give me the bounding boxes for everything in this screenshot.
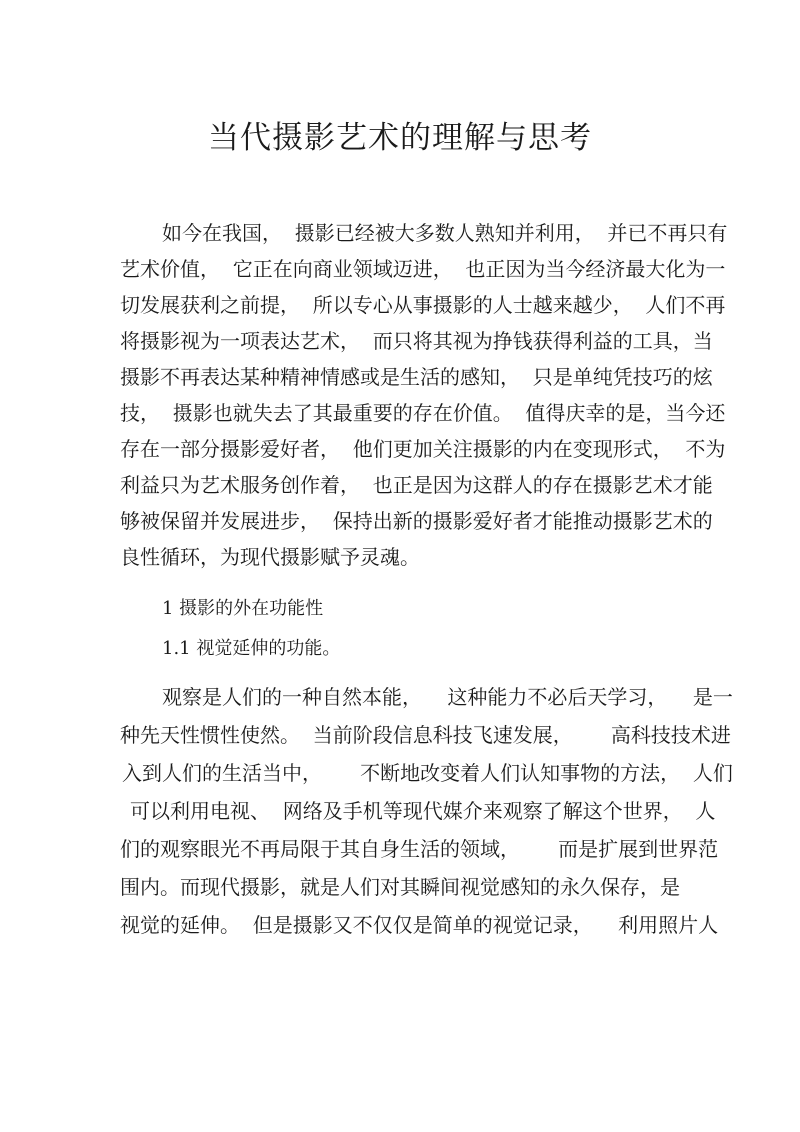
paragraph-line: 够被保留并发展进步， 保持出新的摄影爱好者才能推动摄影艺术的 bbox=[120, 509, 713, 533]
paragraph-line: 入到人们的生活当中， 不断地改变着人们认知事物的方法， 人们 bbox=[122, 761, 733, 785]
paragraph-line: 切发展获利之前提， 所以专心从事摄影的人士越来越少， 人们不再 bbox=[120, 293, 726, 317]
paragraph-line: 艺术价值， 它正在向商业领域迈进， 也正因为当今经济最大化为一 bbox=[120, 257, 726, 281]
paragraph-line: 利益只为艺术服务创作着， 也正是因为这群人的存在摄影艺术才能 bbox=[120, 473, 713, 497]
paragraph-line: 摄影不再表达某种精神情感或是生活的感知， 只是单纯凭技巧的炫 bbox=[120, 365, 713, 389]
paragraph-line: 围内。而现代摄影，就是人们对其瞬间视觉感知的永久保存，是 bbox=[120, 875, 680, 899]
section-heading: 1 摄影的外在功能性 bbox=[162, 598, 324, 619]
paragraph-line: 可以利用电视、 网络及手机等现代媒介来观察了解这个世界， 人 bbox=[130, 799, 716, 823]
paragraph-line: 存在一部分摄影爱好者， 他们更加关注摄影的内在变现形式， 不为 bbox=[120, 437, 726, 461]
paragraph-line: 们的观察眼光不再局限于其自身生活的领域， 而是扩展到世界范 bbox=[120, 837, 719, 861]
paragraph-line: 良性循环，为现代摄影赋予灵魂。 bbox=[120, 545, 420, 569]
paragraph-line: 将摄影视为一项表达艺术， 而只将其视为挣钱获得利益的工具，当 bbox=[120, 329, 713, 353]
subsection-heading: 1.1 视觉延伸的功能。 bbox=[162, 638, 341, 659]
paragraph-line: 如今在我国， 摄影已经被大多数人熟知并利用， 并已不再只有 bbox=[162, 221, 728, 245]
document-title: 当代摄影艺术的理解与思考 bbox=[208, 120, 592, 156]
paragraph-line: 观察是人们的一种自然本能， 这种能力不必后天学习， 是一 bbox=[162, 685, 733, 709]
paragraph-line: 种先天性惯性使然。 当前阶段信息科技飞速发展， 高科技技术进 bbox=[120, 723, 731, 747]
paragraph-line: 视觉的延伸。 但是摄影又不仅仅是简单的视觉记录， 利用照片人 bbox=[120, 913, 719, 937]
paragraph-line: 技， 摄影也就失去了其最重要的存在价值。 值得庆幸的是，当今还 bbox=[120, 401, 726, 425]
